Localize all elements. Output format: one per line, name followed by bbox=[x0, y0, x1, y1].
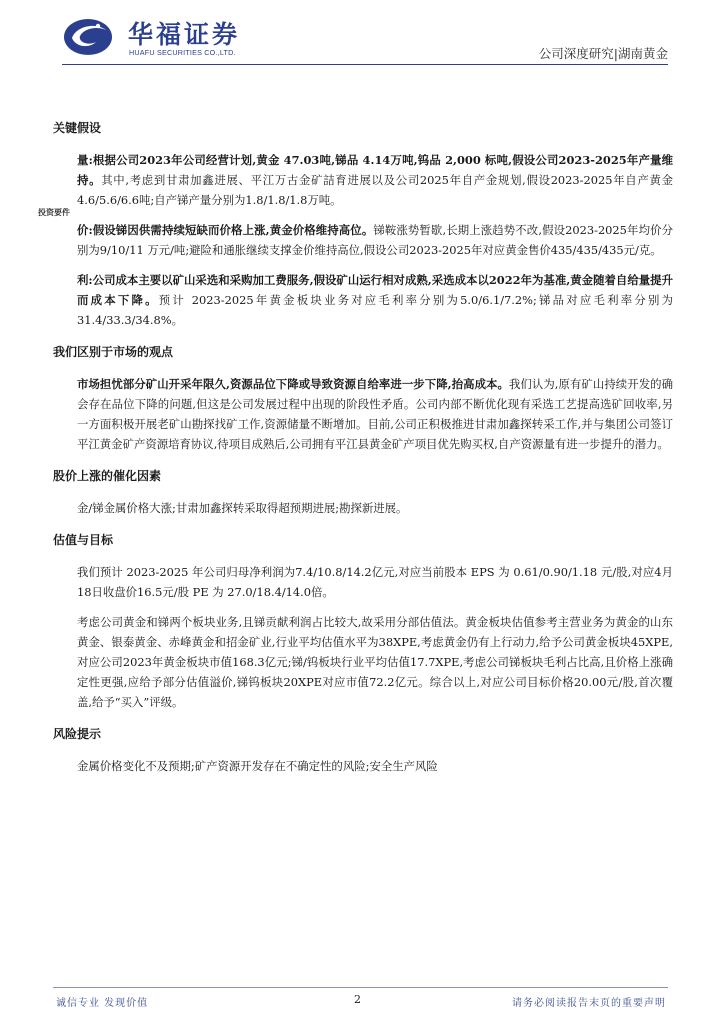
catalyst-text: 金/锑金属价格大涨;甘肃加鑫探转采取得超预期进展;勘探新进展。 bbox=[77, 501, 408, 515]
section-title-valuation: 估值与目标 bbox=[53, 533, 114, 547]
assumption-price bbox=[77, 220, 673, 260]
valuation-paragraph-2: 考虑公司黄金和锑两个板块业务,且锑贡献利润占比较大,故采用分部估值法。黄金板块估值参考主营业务为黄金的山东黄金、银泰黄金、赤峰黄金和招金矿业,行业平均估值水平为38XPE,考虑黄金仍有上行动力,给予公司黄金板块45XPE,对应公司2023年黄金板块市值168.3亿元;锑/钨板块行业平均估值17.7XPE,考虑公司锑板块毛利占比高,且价格上涨确定性更强,应给予部分估值溢价,锑钨板块20XPE对应市值72.2亿元。综合以上,对应公司目标价格20.00元/股,首次覆盖,给予“买入”评级。 bbox=[77, 615, 673, 709]
view-text: 我们认为,原有矿山持续开发的确会存在品位下降的问题,但这是公司发展过程中出现的阶段性矛盾。公司内部不断优化现有采选工艺提高选矿回收率,另一方面积极开展老矿山勘探找矿工作,资源储量不断增加。目前,公司正积极推进甘肃加鑫探转采工作,并与集团公司签订平江黄金矿产资源培育协议,待项目成熟后,公司拥有平江县黄金矿产项目优先购买权,自产资源量有进一步提升的潜力。 bbox=[77, 377, 674, 451]
assumption-profit-lead: 利:公司成本主要以矿山采选和采购加工费服务,假设矿山运行相对成熟,采选成本以2022年为基准,黄金随着自给量提升而成本下降。 bbox=[77, 273, 673, 307]
header-divider bbox=[62, 64, 668, 65]
assumption-profit-text: 预计 2023-2025年黄金板块业务对应毛利率分别为5.0/6.1/7.2%;锑品对应毛利率分别为31.4/33.3/34.8%。 bbox=[77, 293, 673, 327]
assumption-volume-text: 其中,考虑到甘肃加鑫进展、平江万古金矿詰育进展以及公司2025年自产金规划,假设2023-2025年自产黄金4.6/5.6/6.6吨;自产锑产量分别为1.8/1.8/1.8万吨。 bbox=[77, 173, 673, 207]
assumption-profit bbox=[77, 270, 673, 330]
valuation-paragraph-1: 我们预计 2023-2025 年公司归母净利润为7.4/10.8/14.2亿元,对应当前股本 EPS 为 0.61/0.90/1.18 元/股,对应4月18日收盘价16.5元/股 PE 为 27.0/18.4/14.0倍。 bbox=[77, 565, 673, 599]
section-title-assumptions: 关键假设 bbox=[53, 121, 102, 135]
risk-text: 金属价格变化不及预期;矿产资源开发存在不确定性的风险;安全生产风险 bbox=[77, 759, 438, 773]
section-title-risk: 风险提示 bbox=[53, 727, 102, 741]
assumption-volume bbox=[77, 150, 673, 210]
report-type: 公司深度研究|湖南黄金 bbox=[538, 46, 668, 61]
assumption-price-lead: 价:假设锑因供需持续短缺而价格上涨,黄金价格维持高位。 bbox=[77, 223, 374, 237]
assumption-volume-lead: 量:根据公司2023年公司经营计划,黄金 47.03吨,锑品 4.14万吨,钨品 2,000 标吨,假设公司2023-2025年产量维持。 bbox=[77, 153, 673, 187]
assumption-price-text: 锑鞍涨势暂歇,长期上涨趋势不改,假设2023-2025年均价分别为9/10/11 万元/吨;避险和通胀继续支撑金价维持高位,假设公司2023-2025年对应黄金售价435/435/435元/克。 bbox=[77, 223, 673, 257]
view-paragraph bbox=[77, 374, 673, 454]
logo-english-name: HUAFU SECURITIES CO.,LTD. bbox=[129, 48, 236, 57]
view-lead: 市场担忧部分矿山开采年限久,资源品位下降或导致资源自给率进一步下降,抬高成本。 bbox=[77, 377, 509, 391]
huafu-swirl-logo-icon bbox=[62, 14, 118, 60]
company-logo bbox=[62, 14, 252, 64]
section-title-catalyst: 股价上涨的催化因素 bbox=[53, 469, 162, 483]
footer-disclaimer: 请务必阅读报告末页的重要声明 bbox=[512, 998, 666, 1009]
side-label: 投资要件 bbox=[38, 207, 70, 217]
footer-divider bbox=[53, 987, 668, 988]
section-title-view: 我们区别于市场的观点 bbox=[53, 345, 174, 359]
page-number: 2 bbox=[354, 993, 361, 1006]
report-body bbox=[53, 118, 673, 776]
logo-chinese-name: 华福证券 bbox=[128, 20, 241, 49]
footer-slogan: 诚信专业 发现价值 bbox=[56, 998, 149, 1009]
